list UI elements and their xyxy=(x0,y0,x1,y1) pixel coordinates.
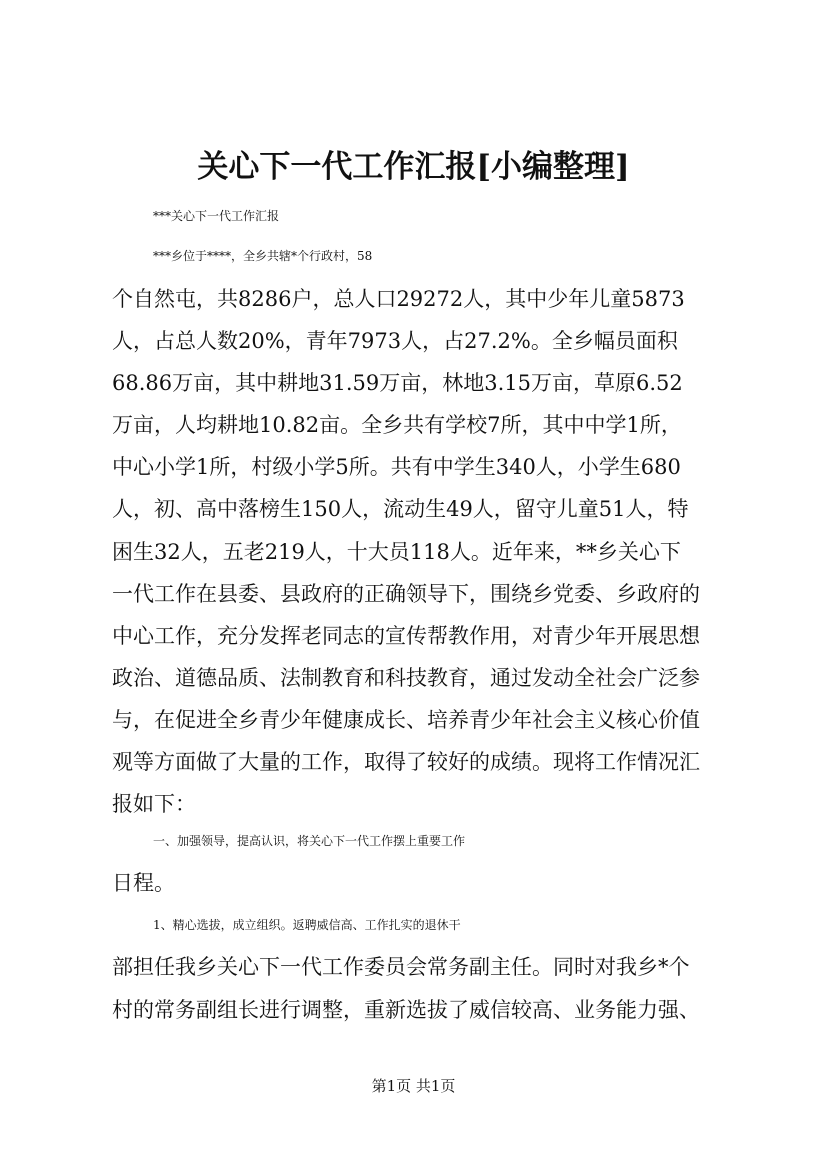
paragraph-line: 困生32人，五老219人，十大员118人。近年来，**乡关心下 xyxy=(112,540,681,564)
paragraph-line: 部担任我乡关心下一代工作委员会常务副主任。同时对我乡*个 xyxy=(112,955,690,979)
paragraph-line: 万亩，人均耕地10.82亩。全乡共有学校7所，其中中学1所， xyxy=(112,413,682,437)
paragraph-line: 68.86万亩，其中耕地31.59万亩，林地3.15万亩，草原6.52 xyxy=(112,371,683,395)
paragraph-line: 观等方面做了大量的工作，取得了较好的成绩。现将工作情况汇 xyxy=(112,750,700,774)
document-title: 关心下一代工作汇报[小编整理] xyxy=(197,149,630,185)
paragraph-line: 中心工作，充分发挥老同志的宣传帮教作用，对青少年开展思想 xyxy=(112,624,700,648)
paragraph-line: ***乡位于****，全乡共辖*个行政村，58 xyxy=(153,249,373,263)
paragraph-line: 政治、道德品质、法制教育和科技教育，通过发动全社会广泛参 xyxy=(112,666,700,690)
paragraph-line: 与，在促进全乡青少年健康成长、培养青少年社会主义核心价值 xyxy=(112,708,700,732)
paragraph-line: 一代工作在县委、县政府的正确领导下，围绕乡党委、乡政府的 xyxy=(112,582,700,606)
paragraph-line: 1、精心选拔，成立组织。返聘威信高、工作扎实的退休干 xyxy=(153,918,461,932)
paragraph-line: 中心小学1所，村级小学5所。共有中学生340人，小学生680 xyxy=(112,455,681,479)
paragraph-line: 报如下： xyxy=(112,792,196,816)
paragraph-line: 一、加强领导，提高认识，将关心下一代工作摆上重要工作 xyxy=(153,834,466,848)
paragraph-line: 人，初、高中落榜生150人，流动生49人，留守儿童51人，特 xyxy=(112,497,689,521)
paragraph-line: ***关心下一代工作汇报 xyxy=(153,209,280,223)
paragraph-line: 日程。 xyxy=(112,871,175,895)
paragraph-line: 个自然屯，共8286户，总人口29272人，其中少年儿童5873 xyxy=(112,287,685,311)
paragraph-line: 村的常务副组长进行调整，重新选拔了威信较高、业务能力强、 xyxy=(112,998,700,1022)
page-footer: 第1页 共1页 xyxy=(371,1077,456,1095)
paragraph-line: 人，占总人数20%，青年7973人，占27.2%。全乡幅员面积 xyxy=(112,329,678,353)
